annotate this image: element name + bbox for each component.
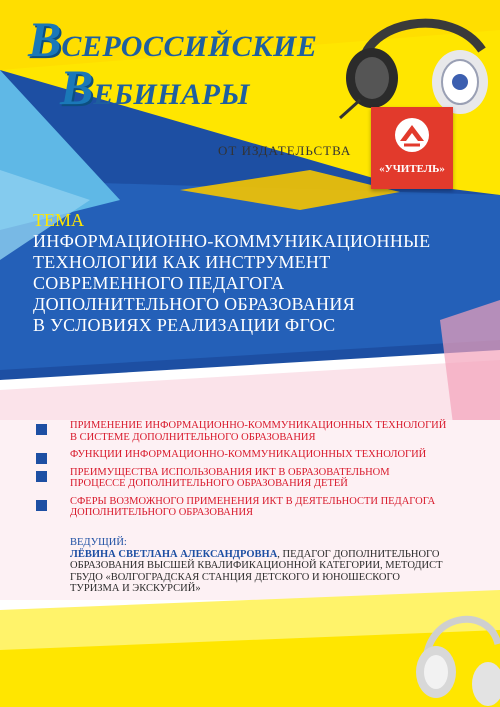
uchitel-logo	[371, 107, 453, 189]
blue-square-icon	[36, 500, 47, 511]
brand-line-1	[28, 11, 318, 67]
list-item	[36, 496, 471, 519]
logo-label: «УЧИТЕЛЬ»	[379, 163, 445, 175]
topic-title-line: ИНФОРМАЦИОННО-КОММУНИКАЦИОННЫЕ	[33, 231, 431, 251]
speaker-line: ТУРИЗМА И ЭКСКУРСИЙ»	[70, 583, 201, 594]
speaker-role: , ПЕДАГОГ ДОПОЛНИТЕЛЬНОГО	[277, 548, 440, 560]
speaker-label: ВЕДУЩИЙ:	[70, 537, 127, 548]
bullet-text: ПРИМЕНЕНИЕ ИНФОРМАЦИОННО-КОММУНИКАЦИОННЫХ ТЕХНОЛОГИЙ	[70, 420, 447, 431]
brand-word-1: СЕРОССИЙСКИЕ	[61, 30, 318, 63]
bullet-list	[36, 420, 471, 525]
topic-label: ТЕМА	[33, 210, 84, 230]
topic-title-line: В УСЛОВИЯХ РЕАЛИЗАЦИИ ФГОС	[33, 315, 336, 335]
brand-initial-1: В	[28, 11, 62, 67]
brand-initial-2: В	[60, 59, 94, 115]
bullet-text: СФЕРЫ ВОЗМОЖНОГО ПРИМЕНЕНИЯ ИКТ В ДЕЯТЕЛЬНОСТИ ПЕДАГОГА	[70, 495, 436, 507]
list-item	[36, 449, 471, 461]
speaker-line: ОБРАЗОВАНИЯ ВЫСШЕЙ КВАЛИФИКАЦИОННОЙ КАТЕГОРИИ, МЕТОДИСТ	[70, 560, 443, 571]
list-item	[36, 467, 471, 490]
blue-square-icon	[36, 424, 47, 435]
bullet-text: ПРЕИМУЩЕСТВА ИСПОЛЬЗОВАНИЯ ИКТ В ОБРАЗОВАТЕЛЬНОМ	[70, 466, 390, 478]
speaker-block	[70, 537, 465, 595]
topic-title-line: ТЕХНОЛОГИИ КАК ИНСТРУМЕНТ	[33, 252, 331, 272]
blue-square-icon	[36, 471, 47, 482]
bullet-text: ДОПОЛНИТЕЛЬНОГО ОБРАЗОВАНИЯ	[70, 507, 254, 518]
list-item	[36, 420, 471, 443]
bullet-text: ФУНКЦИИ ИНФОРМАЦИОННО-КОММУНИКАЦИОННЫХ ТЕХНОЛОГИЙ	[70, 449, 427, 460]
publisher-text: ОТ ИЗДАТЕЛЬСТВА	[218, 143, 352, 158]
brand-word-2: ЕБИНАРЫ	[93, 78, 251, 111]
topic-title-line: СОВРЕМЕННОГО ПЕДАГОГА	[33, 273, 285, 293]
uchitel-emblem-icon	[392, 115, 432, 155]
bullet-text: ПРОЦЕССЕ ДОПОЛНИТЕЛЬНОГО ОБРАЗОВАНИЯ ДЕТЕЙ	[70, 478, 348, 489]
speaker-line	[70, 549, 465, 561]
bullet-text: В СИСТЕМЕ ДОПОЛНИТЕЛЬНОГО ОБРАЗОВАНИЯ	[70, 431, 316, 443]
topic-title-line: ДОПОЛНИТЕЛЬНОГО ОБРАЗОВАНИЯ	[33, 294, 355, 314]
speaker-line: ГБУДО «ВОЛГОГРАДСКАЯ СТАНЦИЯ ДЕТСКОГО И ЮНОШЕСКОГО	[70, 571, 400, 583]
brand-title	[28, 11, 318, 115]
brand-line-2	[60, 59, 317, 115]
topic-block	[33, 210, 493, 336]
speaker-name: ЛЁВИНА СВЕТЛАНА АЛЕКСАНДРОВНА	[70, 548, 278, 560]
headphones-icon	[408, 604, 500, 707]
blue-square-icon	[36, 453, 47, 464]
